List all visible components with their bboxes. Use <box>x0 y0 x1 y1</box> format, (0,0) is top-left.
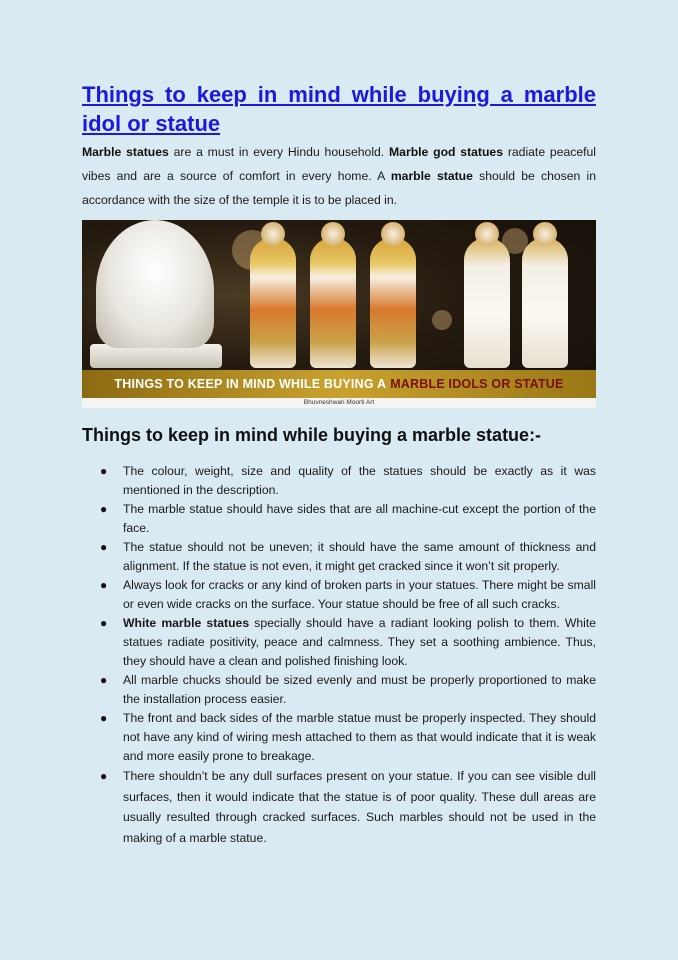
page-title[interactable]: Things to keep in mind while buying a marble idol or statue <box>82 82 596 136</box>
banner-credit: Bhuvneshwari Moorti Art <box>82 398 596 408</box>
list-item: ● The colour, weight, size and quality of the statues should be exactly as it was mentioned in the description. <box>100 464 596 497</box>
list-item-bold: White marble statues <box>123 616 250 630</box>
document-page <box>82 80 596 848</box>
intro-bold-1: Marble statues <box>82 145 169 159</box>
banner-caption <box>82 370 596 398</box>
bullet-icon: ● <box>100 769 108 783</box>
bullet-icon: ● <box>100 711 108 725</box>
intro-text-3: should be chosen in accordance with the size of the temple it is to be placed in. <box>82 169 597 207</box>
list-item: ● White marble statues specially should have a radiant looking polish to them. White statues radiate positivity, peace and calmness. They set a soothing ambience. Thus, they should have a clean and polished finishing look. <box>100 616 596 668</box>
tips-list <box>82 462 596 848</box>
banner-caption-highlight: MARBLE IDOLS OR STATUE <box>390 377 564 391</box>
section-heading: Things to keep in mind while buying a marble statue:- <box>82 425 542 445</box>
bullet-icon: ● <box>100 540 108 554</box>
bokeh-light <box>432 310 452 330</box>
statue-figure <box>522 238 568 368</box>
bullet-icon: ● <box>100 502 108 516</box>
list-item: ● The marble statue should have sides that are all machine-cut except the portion of the face. <box>100 502 596 535</box>
ganesha-statue <box>96 220 214 348</box>
bullet-icon: ● <box>100 464 108 478</box>
statue-figure <box>370 238 416 368</box>
intro-paragraph <box>82 140 596 212</box>
list-item: ● Always look for cracks or any kind of broken parts in your statues. There might be small or even wide cracks on the surface. Your statue should be free of all such cracks. <box>100 578 596 611</box>
statue-figure <box>250 238 296 368</box>
intro-text-2: radiate peaceful vibes and are a source of comfort in every home. A <box>82 145 597 183</box>
banner-caption-text: THINGS TO KEEP IN MIND WHILE BUYING A <box>114 377 387 391</box>
bullet-icon: ● <box>100 673 108 687</box>
list-item: ● The front and back sides of the marble statue must be properly inspected. They should not have any kind of wiring mesh attached to them as that would indicate that it is weak and more easily prone to breakage. <box>100 711 596 763</box>
intro-bold-2: Marble god statues <box>389 145 503 159</box>
statue-figure <box>464 238 510 368</box>
statue-figure <box>310 238 356 368</box>
bullet-icon: ● <box>100 616 108 630</box>
list-item: ● The statue should not be uneven; it should have the same amount of thickness and alignment. If the statue is not even, it might get cracked since it won’t sit properly. <box>100 540 596 573</box>
bullet-icon: ● <box>100 578 108 592</box>
list-item: ● All marble chucks should be sized evenly and must be properly proportioned to make the installation process easier. <box>100 673 596 706</box>
list-item: ● There shouldn’t be any dull surfaces present on your statue. If you can see visible dull surfaces, then it would indicate that the statue is of poor quality. These dull areas are usually resulted through cracked surfaces. Such marbles should not be used in the making of a marble statue. <box>82 766 596 848</box>
banner-image <box>82 220 596 408</box>
intro-text-1: are a must in every Hindu household. <box>168 145 390 159</box>
intro-bold-3: marble statue <box>390 169 473 183</box>
